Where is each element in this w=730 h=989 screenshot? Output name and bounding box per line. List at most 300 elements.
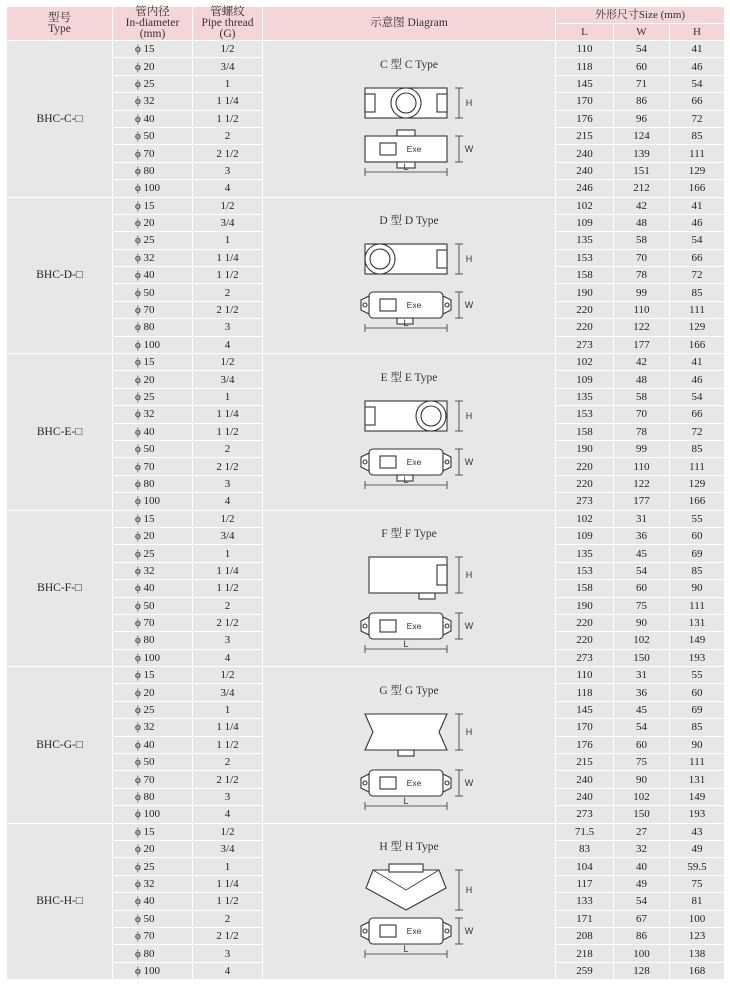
size-L-cell: 220 [556,458,614,475]
thread-cell: 1 1/2 [193,893,263,910]
size-L-cell: 109 [556,371,614,388]
screw-right [445,929,449,933]
size-W-cell: 78 [614,267,670,284]
size-W-cell: 150 [614,649,670,666]
hub-left [365,94,375,112]
thread-cell: 4 [193,806,263,823]
size-W-cell: 177 [614,336,670,353]
size-W-cell: 60 [614,736,670,753]
size-H-cell: 54 [670,75,725,92]
thread-cell: 3/4 [193,58,263,75]
size-H-cell: 46 [670,214,725,231]
diameter-cell: ϕ 32 [113,249,193,266]
type-cell: BHC-C-□ [7,41,113,198]
size-W-cell: 67 [614,910,670,927]
size-L-cell: 102 [556,510,614,527]
size-H-cell: 49 [670,840,725,857]
size-L-cell: 104 [556,858,614,875]
size-W-cell: 31 [614,510,670,527]
thread-cell: 3 [193,319,263,336]
size-L-cell: 102 [556,197,614,214]
size-L-cell: 220 [556,614,614,631]
drawing [365,88,474,176]
diagram-f [269,513,549,663]
header-diameter: 管内径 In-diameter (mm) [113,7,193,41]
dim-label-H: H [465,410,473,421]
table-row [7,823,725,840]
screw-left [363,460,367,464]
size-H-cell: 129 [670,475,725,492]
nameplate [380,456,396,468]
size-H-cell: 166 [670,180,725,197]
diameter-cell: ϕ 70 [113,458,193,475]
thread-cell: 1 1/4 [193,562,263,579]
diagram-caption: D 型 D Type [379,215,439,228]
size-H-cell: 46 [670,58,725,75]
size-W-cell: 90 [614,614,670,631]
size-W-cell: 54 [614,719,670,736]
diagram-caption: F 型 F Type [381,528,437,541]
size-L-cell: 215 [556,127,614,144]
thread-cell: 2 [193,284,263,301]
size-W-cell: 78 [614,423,670,440]
thread-cell: 1 [193,545,263,562]
size-H-cell: 90 [670,736,725,753]
size-W-cell: 139 [614,145,670,162]
drawing [361,864,474,958]
nameplate [380,299,396,311]
diameter-cell: ϕ 50 [113,910,193,927]
size-W-cell: 45 [614,545,670,562]
thread-cell: 3/4 [193,527,263,544]
size-L-cell: 71.5 [556,823,614,840]
thread-cell: 2 [193,127,263,144]
diameter-cell: ϕ 70 [113,301,193,318]
size-W-cell: 36 [614,684,670,701]
nameplate [380,925,396,937]
size-W-cell: 100 [614,945,670,962]
diameter-cell: ϕ 50 [113,597,193,614]
size-L-cell: 170 [556,93,614,110]
size-L-cell: 208 [556,927,614,944]
size-W-cell: 122 [614,475,670,492]
diagram-cell [263,354,556,511]
drawing [361,557,474,653]
size-L-cell: 110 [556,667,614,684]
thread-cell: 3 [193,788,263,805]
diameter-cell: ϕ 100 [113,649,193,666]
size-W-cell: 90 [614,771,670,788]
size-L-cell: 83 [556,840,614,857]
screw-right [445,781,449,785]
hub-right [437,565,447,585]
diameter-cell: ϕ 20 [113,371,193,388]
size-W-cell: 60 [614,58,670,75]
size-W-cell: 177 [614,493,670,510]
size-H-cell: 41 [670,354,725,371]
thread-cell: 2 [193,597,263,614]
size-L-cell: 273 [556,649,614,666]
size-H-cell: 111 [670,597,725,614]
diameter-cell: ϕ 32 [113,93,193,110]
size-H-cell: 72 [670,267,725,284]
size-H-cell: 69 [670,701,725,718]
dim-label-H: H [465,254,473,265]
size-H-cell: 168 [670,962,725,979]
thread-cell: 1 [193,858,263,875]
hub-top [397,130,415,136]
header-L: L [556,24,614,41]
thread-cell: 3 [193,162,263,179]
type-cell: BHC-D-□ [7,197,113,354]
thread-cell: 1/2 [193,823,263,840]
size-H-cell: 46 [670,371,725,388]
thread-cell: 3/4 [193,371,263,388]
diameter-cell: ϕ 100 [113,806,193,823]
diameter-cell: ϕ 80 [113,162,193,179]
size-W-cell: 45 [614,701,670,718]
size-H-cell: 43 [670,823,725,840]
diameter-cell: ϕ 15 [113,823,193,840]
diameter-cell: ϕ 15 [113,354,193,371]
screw-right [445,303,449,307]
dim-label-H: H [465,885,473,896]
size-W-cell: 58 [614,232,670,249]
thread-cell: 2 1/2 [193,301,263,318]
size-H-cell: 111 [670,301,725,318]
size-W-cell: 128 [614,962,670,979]
size-W-cell: 54 [614,893,670,910]
size-W-cell: 49 [614,875,670,892]
size-H-cell: 72 [670,423,725,440]
diameter-cell: ϕ 40 [113,267,193,284]
thread-cell: 4 [193,649,263,666]
nameplate [380,620,396,632]
size-H-cell: 59.5 [670,858,725,875]
size-L-cell: 190 [556,440,614,457]
size-H-cell: 129 [670,162,725,179]
diagram-caption: G 型 G Type [379,684,439,697]
diameter-cell: ϕ 15 [113,41,193,58]
drawing [361,714,474,810]
size-L-cell: 135 [556,232,614,249]
hub-bottom [398,750,414,756]
diagram-cell [263,197,556,354]
thread-cell: 1 1/2 [193,110,263,127]
size-W-cell: 75 [614,754,670,771]
size-H-cell: 55 [670,510,725,527]
size-W-cell: 212 [614,180,670,197]
size-L-cell: 259 [556,962,614,979]
hub-left [365,407,375,425]
thread-cell: 3 [193,632,263,649]
screw-left [363,929,367,933]
screw-left [363,303,367,307]
table-row [7,510,725,527]
diameter-cell: ϕ 50 [113,754,193,771]
diameter-cell: ϕ 40 [113,423,193,440]
dim-label-L: L [403,944,409,955]
diameter-cell: ϕ 40 [113,110,193,127]
size-H-cell: 60 [670,684,725,701]
header-size: 外形尺寸Size (mm) [556,7,725,24]
dim-label-H: H [465,726,473,737]
diameter-cell: ϕ 32 [113,562,193,579]
type-cell: BHC-H-□ [7,823,113,980]
drawing [361,244,474,332]
size-W-cell: 31 [614,667,670,684]
size-H-cell: 149 [670,788,725,805]
size-W-cell: 27 [614,823,670,840]
size-W-cell: 48 [614,214,670,231]
screw-right [445,624,449,628]
diagram-cell [263,823,556,980]
exe-label: Exe [406,621,422,632]
thread-cell: 1 [193,388,263,405]
thread-cell: 1/2 [193,197,263,214]
screw-left [363,781,367,785]
size-H-cell: 111 [670,458,725,475]
thread-cell: 2 1/2 [193,927,263,944]
nameplate [380,143,396,155]
type-cell: BHC-G-□ [7,667,113,824]
size-L-cell: 218 [556,945,614,962]
size-H-cell: 72 [670,110,725,127]
diagram-cell [263,667,556,824]
thread-cell: 1/2 [193,354,263,371]
thread-cell: 1 1/4 [193,875,263,892]
size-H-cell: 81 [670,893,725,910]
thread-cell: 1 1/4 [193,93,263,110]
diameter-cell: ϕ 32 [113,406,193,423]
thread-cell: 4 [193,336,263,353]
size-L-cell: 176 [556,110,614,127]
size-W-cell: 54 [614,41,670,58]
size-L-cell: 109 [556,527,614,544]
diameter-cell: ϕ 32 [113,875,193,892]
port-inner [396,93,416,113]
size-W-cell: 99 [614,284,670,301]
diameter-cell: ϕ 100 [113,180,193,197]
diameter-cell: ϕ 20 [113,527,193,544]
thread-cell: 1 1/4 [193,719,263,736]
diameter-cell: ϕ 70 [113,145,193,162]
size-L-cell: 118 [556,58,614,75]
type-cell: BHC-E-□ [7,354,113,511]
diameter-cell: ϕ 80 [113,632,193,649]
size-L-cell: 273 [556,806,614,823]
diagram-e [269,357,549,507]
body-outline [365,714,447,750]
size-H-cell: 85 [670,284,725,301]
dim-label-W: W [464,777,474,788]
size-H-cell: 123 [670,927,725,944]
size-W-cell: 150 [614,806,670,823]
diameter-cell: ϕ 50 [113,127,193,144]
size-W-cell: 110 [614,458,670,475]
dim-label-L: L [403,639,409,650]
thread-cell: 2 [193,910,263,927]
size-W-cell: 86 [614,93,670,110]
diameter-cell: ϕ 15 [113,197,193,214]
size-W-cell: 99 [614,440,670,457]
exe-label: Exe [406,456,422,467]
size-W-cell: 40 [614,858,670,875]
thread-cell: 1 1/2 [193,423,263,440]
size-L-cell: 153 [556,406,614,423]
diameter-cell: ϕ 15 [113,667,193,684]
size-L-cell: 215 [556,754,614,771]
size-H-cell: 131 [670,771,725,788]
size-W-cell: 58 [614,388,670,405]
size-L-cell: 158 [556,580,614,597]
dim-label-L: L [403,474,409,485]
thread-cell: 3/4 [193,684,263,701]
diameter-cell: ϕ 70 [113,927,193,944]
dim-label-H: H [465,97,473,108]
hub-bottom [419,593,435,599]
size-L-cell: 170 [556,719,614,736]
thread-cell: 1/2 [193,667,263,684]
size-L-cell: 190 [556,284,614,301]
size-W-cell: 151 [614,162,670,179]
diameter-cell: ϕ 20 [113,840,193,857]
diagram-cell [263,41,556,198]
table-row [7,197,725,214]
size-H-cell: 66 [670,406,725,423]
header-diagram: 示意图 Diagram [263,7,556,41]
thread-cell: 4 [193,962,263,979]
size-W-cell: 70 [614,249,670,266]
thread-cell: 1 1/2 [193,580,263,597]
thread-cell: 2 1/2 [193,145,263,162]
diameter-cell: ϕ 25 [113,858,193,875]
hub-top [389,864,423,872]
size-H-cell: 85 [670,127,725,144]
size-L-cell: 110 [556,41,614,58]
diagram-d [269,200,549,350]
size-L-cell: 176 [556,736,614,753]
thread-cell: 1 1/4 [193,406,263,423]
size-table [6,6,725,980]
size-L-cell: 153 [556,562,614,579]
table-row [7,354,725,371]
thread-cell: 1 [193,701,263,718]
table-row [7,667,725,684]
dim-label-W: W [464,621,474,632]
size-H-cell: 66 [670,93,725,110]
diameter-cell: ϕ 80 [113,475,193,492]
size-H-cell: 111 [670,145,725,162]
thread-cell: 3 [193,475,263,492]
size-H-cell: 60 [670,527,725,544]
size-W-cell: 36 [614,527,670,544]
size-H-cell: 166 [670,336,725,353]
size-W-cell: 102 [614,632,670,649]
diameter-cell: ϕ 32 [113,719,193,736]
size-H-cell: 54 [670,232,725,249]
size-L-cell: 145 [556,701,614,718]
port-inner [370,249,390,269]
diameter-cell: ϕ 40 [113,736,193,753]
size-W-cell: 42 [614,197,670,214]
size-L-cell: 171 [556,910,614,927]
thread-cell: 2 [193,440,263,457]
size-H-cell: 75 [670,875,725,892]
nameplate [380,777,396,789]
diameter-cell: ϕ 50 [113,440,193,457]
size-L-cell: 117 [556,875,614,892]
size-L-cell: 273 [556,493,614,510]
thread-cell: 2 [193,754,263,771]
size-L-cell: 220 [556,475,614,492]
thread-cell: 4 [193,180,263,197]
size-W-cell: 70 [614,406,670,423]
size-H-cell: 100 [670,910,725,927]
thread-cell: 1/2 [193,41,263,58]
size-H-cell: 41 [670,197,725,214]
size-H-cell: 149 [670,632,725,649]
diameter-cell: ϕ 20 [113,684,193,701]
diameter-cell: ϕ 80 [113,945,193,962]
exe-label: Exe [406,777,422,788]
size-H-cell: 54 [670,388,725,405]
diameter-cell: ϕ 25 [113,701,193,718]
diameter-cell: ϕ 15 [113,510,193,527]
thread-cell: 3 [193,945,263,962]
size-W-cell: 86 [614,927,670,944]
thread-cell: 1/2 [193,510,263,527]
size-H-cell: 66 [670,249,725,266]
size-W-cell: 124 [614,127,670,144]
size-H-cell: 129 [670,319,725,336]
dim-label-L: L [403,318,409,329]
diagram-g [269,670,549,820]
size-L-cell: 273 [556,336,614,353]
size-W-cell: 32 [614,840,670,857]
size-L-cell: 240 [556,771,614,788]
size-L-cell: 240 [556,145,614,162]
screw-left [363,624,367,628]
size-L-cell: 246 [556,180,614,197]
diagram-caption: C 型 C Type [379,58,439,71]
size-L-cell: 240 [556,788,614,805]
size-W-cell: 42 [614,354,670,371]
thread-cell: 2 1/2 [193,771,263,788]
hub-right [437,94,447,112]
size-H-cell: 69 [670,545,725,562]
diagram-caption: H 型 H Type [379,841,439,854]
thread-cell: 1 [193,232,263,249]
size-W-cell: 122 [614,319,670,336]
thread-cell: 3/4 [193,840,263,857]
diagram-c [269,44,549,194]
exe-label: Exe [406,300,422,311]
diameter-cell: ϕ 50 [113,284,193,301]
size-H-cell: 90 [670,580,725,597]
size-W-cell: 60 [614,580,670,597]
size-H-cell: 166 [670,493,725,510]
size-L-cell: 135 [556,388,614,405]
size-L-cell: 158 [556,267,614,284]
thread-cell: 1 1/2 [193,267,263,284]
size-H-cell: 41 [670,41,725,58]
exe-label: Exe [406,926,422,937]
diameter-cell: ϕ 70 [113,771,193,788]
size-H-cell: 193 [670,806,725,823]
size-L-cell: 109 [556,214,614,231]
thread-cell: 1 [193,75,263,92]
